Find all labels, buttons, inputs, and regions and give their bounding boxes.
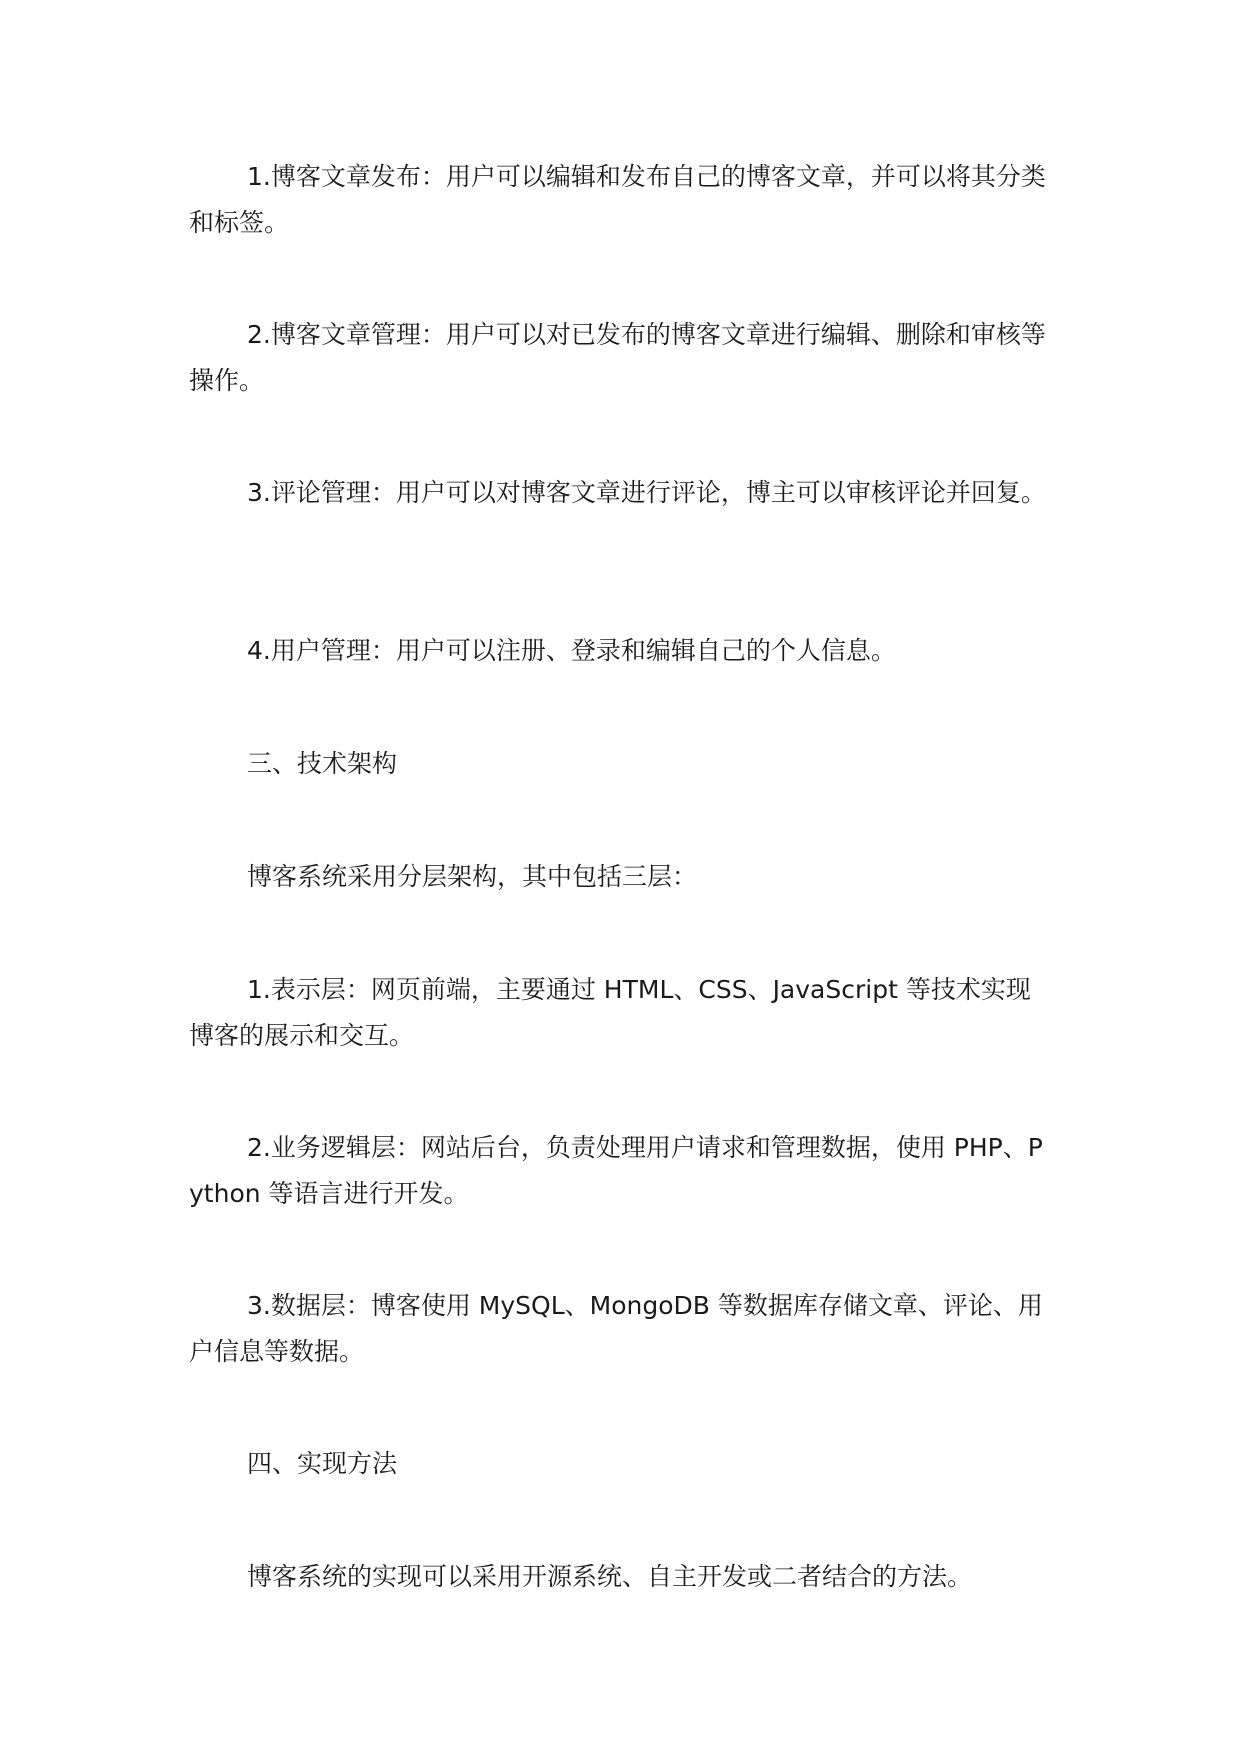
paragraph-presentation-layer: 1.表示层：网页前端，主要通过 HTML、CSS、JavaScript 等技术实现博客的展示和交互。 xyxy=(189,975,1031,1050)
paragraph-architecture-intro: 博客系统采用分层架构，其中包括三层： xyxy=(247,862,698,891)
paragraph-blog-management: 2.博客文章管理：用户可以对已发布的博客文章进行编辑、删除和审核等操作。 xyxy=(189,320,1046,395)
section-heading-architecture: 三、技术架构 xyxy=(247,749,398,778)
section-heading-implementation: 四、实现方法 xyxy=(247,1449,398,1478)
paragraph-data-layer: 3.数据层：博客使用 MySQL、MongoDB 等数据库存储文章、评论、用户信息等数据。 xyxy=(189,1291,1043,1366)
paragraph-user-management: 4.用户管理：用户可以注册、登录和编辑自己的个人信息。 xyxy=(247,636,896,665)
paragraph-implementation-methods: 博客系统的实现可以采用开源系统、自主开发或二者结合的方法。 xyxy=(247,1562,973,1591)
paragraph-blog-publish: 1.博客文章发布：用户可以编辑和发布自己的博客文章，并可以将其分类和标签。 xyxy=(189,162,1046,237)
paragraph-business-layer: 2.业务逻辑层：网站后台，负责处理用户请求和管理数据，使用 PHP、Python 等语言进行开发。 xyxy=(189,1133,1043,1208)
paragraph-comment-management: 3.评论管理：用户可以对博客文章进行评论，博主可以审核评论并回复。 xyxy=(247,478,1046,507)
